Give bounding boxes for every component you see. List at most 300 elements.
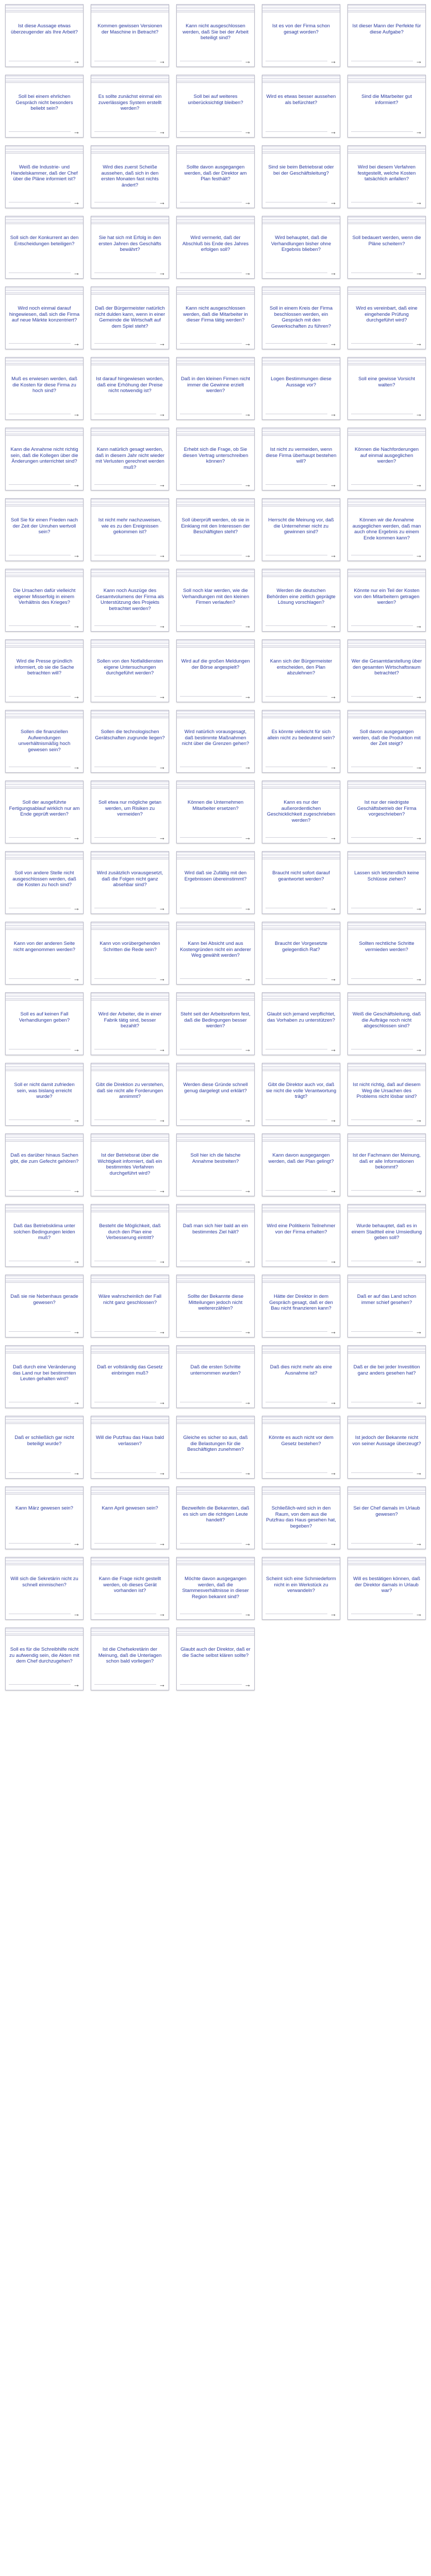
card-text: Ist es von der Firma schon gesagt worden?	[272, 23, 330, 35]
arrow-right-icon[interactable]: →	[73, 1257, 80, 1265]
arrow-right-icon[interactable]: →	[244, 551, 251, 559]
card-divider	[180, 1472, 242, 1473]
card[interactable]	[5, 428, 84, 490]
card[interactable]	[262, 75, 340, 138]
arrow-right-icon[interactable]: →	[416, 763, 422, 771]
arrow-right-icon[interactable]: →	[330, 551, 337, 559]
card-divider	[266, 1331, 327, 1332]
arrow-right-icon[interactable]: →	[244, 834, 251, 841]
arrow-right-icon[interactable]: →	[416, 198, 422, 206]
card[interactable]	[5, 1133, 84, 1196]
card[interactable]	[347, 639, 426, 702]
card-text: Wird dies zuerst Scheiße aussehen, daß sich in den ersten Monaten fast nichts ändert?	[101, 164, 159, 188]
arrow-right-icon[interactable]: →	[330, 1539, 337, 1547]
card[interactable]	[5, 1204, 84, 1267]
card[interactable]	[262, 992, 340, 1055]
card[interactable]	[91, 216, 169, 279]
arrow-right-icon[interactable]: →	[330, 269, 337, 277]
arrow-right-icon[interactable]: →	[330, 1398, 337, 1406]
card-text: Kann April gewesen sein?	[102, 1505, 158, 1511]
card[interactable]	[347, 145, 426, 208]
arrow-right-icon[interactable]: →	[159, 1116, 165, 1124]
arrow-right-icon[interactable]: →	[159, 1187, 165, 1194]
card[interactable]	[91, 639, 169, 702]
arrow-right-icon[interactable]: →	[73, 1398, 80, 1406]
arrow-right-icon[interactable]: →	[330, 128, 337, 135]
card[interactable]	[262, 357, 340, 420]
arrow-right-icon[interactable]: →	[159, 1681, 165, 1688]
card-divider	[180, 484, 242, 485]
card[interactable]	[5, 4, 84, 67]
card[interactable]	[347, 4, 426, 67]
card[interactable]	[262, 428, 340, 490]
arrow-right-icon[interactable]: →	[73, 975, 80, 982]
card-text: Glaubt sich jemand verpflichtet, das Vorhaben zu unterstützen?	[267, 1011, 336, 1023]
card-divider	[9, 625, 71, 626]
arrow-right-icon[interactable]: →	[330, 1328, 337, 1335]
card[interactable]	[91, 1204, 169, 1267]
card[interactable]	[5, 216, 84, 279]
card[interactable]	[5, 1063, 84, 1126]
card-divider	[180, 1543, 242, 1544]
arrow-right-icon[interactable]: →	[416, 340, 422, 347]
arrow-right-icon[interactable]: →	[159, 340, 165, 347]
arrow-right-icon[interactable]: →	[73, 763, 80, 771]
arrow-right-icon[interactable]: →	[416, 834, 422, 841]
card[interactable]	[5, 1416, 84, 1479]
card[interactable]	[5, 1486, 84, 1549]
arrow-right-icon[interactable]: →	[330, 1045, 337, 1053]
arrow-right-icon[interactable]: →	[159, 975, 165, 982]
card[interactable]	[5, 145, 84, 208]
arrow-right-icon[interactable]: →	[73, 622, 80, 630]
arrow-right-icon[interactable]: →	[73, 128, 80, 135]
card-text: Wird eine Politikerin Teilnehmer von der Firma erhalten?	[267, 1223, 336, 1235]
arrow-right-icon[interactable]: →	[159, 1045, 165, 1053]
card[interactable]	[262, 569, 340, 632]
card-text: Weiß die Geschäftsleitung, daß die Aufträge noch nicht abgeschlossen sind?	[352, 1011, 421, 1029]
card[interactable]	[262, 639, 340, 702]
card[interactable]	[91, 428, 169, 490]
arrow-right-icon[interactable]: →	[73, 1187, 80, 1194]
card[interactable]	[176, 1275, 255, 1337]
card-text: Daß er auf das Land schon immer schief gesehen?	[357, 1294, 417, 1306]
card[interactable]	[91, 569, 169, 632]
arrow-right-icon[interactable]: →	[416, 904, 422, 912]
card-divider	[9, 131, 71, 132]
card-divider	[351, 696, 413, 697]
arrow-right-icon[interactable]: →	[73, 1539, 80, 1547]
arrow-right-icon[interactable]: →	[73, 410, 80, 418]
arrow-right-icon[interactable]: →	[244, 410, 251, 418]
card[interactable]	[347, 1345, 426, 1408]
card-divider	[266, 696, 327, 697]
arrow-right-icon[interactable]: →	[244, 1257, 251, 1265]
arrow-right-icon[interactable]: →	[416, 551, 422, 559]
arrow-right-icon[interactable]: →	[330, 692, 337, 700]
card[interactable]	[5, 639, 84, 702]
arrow-right-icon[interactable]: →	[330, 410, 337, 418]
arrow-right-icon[interactable]: →	[73, 692, 80, 700]
arrow-right-icon[interactable]: →	[416, 57, 422, 65]
arrow-right-icon[interactable]: →	[244, 1045, 251, 1053]
card[interactable]	[91, 1133, 169, 1196]
card-divider	[9, 484, 71, 485]
card-divider	[266, 131, 327, 132]
arrow-right-icon[interactable]: →	[73, 904, 80, 912]
arrow-right-icon[interactable]: →	[73, 1328, 80, 1335]
card-divider	[351, 1190, 413, 1191]
card-divider	[9, 1190, 71, 1191]
card[interactable]	[262, 710, 340, 773]
card[interactable]	[91, 1275, 169, 1337]
arrow-right-icon[interactable]: →	[416, 1610, 422, 1618]
arrow-right-icon[interactable]: →	[330, 904, 337, 912]
arrow-right-icon[interactable]: →	[73, 1116, 80, 1124]
card-text: Wird behauptet, daß die Verhandlungen bisher ohne Ergebnis blieben?	[271, 235, 331, 252]
card[interactable]	[91, 1345, 169, 1408]
card-divider	[180, 696, 242, 697]
card[interactable]	[5, 569, 84, 632]
card[interactable]	[176, 851, 255, 914]
card-text: Daß durch eine Veränderung das Land nur bei bestimmten Leuten gehalten wird?	[12, 1364, 76, 1382]
arrow-right-icon[interactable]: →	[244, 975, 251, 982]
arrow-right-icon[interactable]: →	[159, 834, 165, 841]
arrow-right-icon[interactable]: →	[159, 410, 165, 418]
arrow-right-icon[interactable]: →	[416, 1539, 422, 1547]
card[interactable]	[5, 922, 84, 985]
card-divider	[266, 343, 327, 344]
card-text: Kann die Frage nicht gestellt werden, ob dieses Gerät vorhanden ist?	[98, 1576, 161, 1594]
card-text: Sollte der Bekannte diese Mitteilungen jedoch nicht weitererzählen?	[187, 1294, 244, 1311]
arrow-right-icon[interactable]: →	[159, 1469, 165, 1477]
arrow-right-icon[interactable]: →	[244, 57, 251, 65]
arrow-right-icon[interactable]: →	[416, 481, 422, 488]
card[interactable]	[347, 286, 426, 349]
card[interactable]	[347, 922, 426, 985]
arrow-right-icon[interactable]: →	[159, 551, 165, 559]
arrow-right-icon[interactable]: →	[244, 622, 251, 630]
card-divider	[180, 1331, 242, 1332]
arrow-right-icon[interactable]: →	[416, 1045, 422, 1053]
card[interactable]	[5, 1345, 84, 1408]
arrow-right-icon[interactable]: →	[73, 834, 80, 841]
card-text: Daß sie nie Nebenhaus gerade gewesen?	[10, 1294, 78, 1306]
card[interactable]	[91, 1557, 169, 1620]
card-divider	[9, 696, 71, 697]
card-text: Steht seit der Arbeitsreform fest, daß die Bedingungen besser werden?	[180, 1011, 251, 1029]
card[interactable]	[176, 1063, 255, 1126]
card-divider	[351, 837, 413, 838]
arrow-right-icon[interactable]: →	[330, 481, 337, 488]
card[interactable]	[262, 1133, 340, 1196]
arrow-right-icon[interactable]: →	[73, 1610, 80, 1618]
card[interactable]	[347, 357, 426, 420]
arrow-right-icon[interactable]: →	[330, 1610, 337, 1618]
card-divider	[180, 978, 242, 979]
arrow-right-icon[interactable]: →	[330, 198, 337, 206]
card[interactable]	[91, 498, 169, 561]
card[interactable]	[176, 357, 255, 420]
card[interactable]	[176, 639, 255, 702]
card[interactable]	[347, 1275, 426, 1337]
arrow-right-icon[interactable]: →	[244, 692, 251, 700]
card[interactable]	[91, 1416, 169, 1479]
card-divider	[266, 978, 327, 979]
card[interactable]	[91, 710, 169, 773]
arrow-right-icon[interactable]: →	[416, 269, 422, 277]
card[interactable]	[262, 1345, 340, 1408]
card[interactable]	[176, 1204, 255, 1267]
arrow-right-icon[interactable]: →	[416, 1187, 422, 1194]
card[interactable]	[262, 4, 340, 67]
arrow-right-icon[interactable]: →	[416, 692, 422, 700]
card[interactable]	[347, 569, 426, 632]
arrow-right-icon[interactable]: →	[244, 904, 251, 912]
card[interactable]	[5, 851, 84, 914]
card[interactable]	[262, 1063, 340, 1126]
card[interactable]	[262, 1486, 340, 1549]
card[interactable]	[176, 1345, 255, 1408]
card-divider	[9, 1684, 71, 1685]
arrow-right-icon[interactable]: →	[330, 763, 337, 771]
arrow-right-icon[interactable]: →	[244, 198, 251, 206]
arrow-right-icon[interactable]: →	[416, 1257, 422, 1265]
arrow-right-icon[interactable]: →	[416, 1469, 422, 1477]
arrow-right-icon[interactable]: →	[73, 57, 80, 65]
arrow-right-icon[interactable]: →	[73, 1681, 80, 1688]
arrow-right-icon[interactable]: →	[330, 975, 337, 982]
card[interactable]	[347, 428, 426, 490]
arrow-right-icon[interactable]: →	[159, 692, 165, 700]
card-divider	[266, 837, 327, 838]
card[interactable]	[91, 75, 169, 138]
card[interactable]	[5, 1557, 84, 1620]
arrow-right-icon[interactable]: →	[159, 1328, 165, 1335]
arrow-right-icon[interactable]: →	[73, 198, 80, 206]
card[interactable]	[91, 781, 169, 843]
card[interactable]	[262, 781, 340, 843]
card[interactable]	[347, 1133, 426, 1196]
arrow-right-icon[interactable]: →	[244, 1610, 251, 1618]
card[interactable]	[262, 286, 340, 349]
card[interactable]	[5, 1628, 84, 1690]
card[interactable]	[176, 216, 255, 279]
card[interactable]	[347, 992, 426, 1055]
arrow-right-icon[interactable]: →	[244, 1328, 251, 1335]
card-text: Gibt die Direktor auch vor, daß sie nicht die volle Verantwortung trägt?	[266, 1082, 337, 1099]
arrow-right-icon[interactable]: →	[330, 834, 337, 841]
card[interactable]	[91, 357, 169, 420]
card[interactable]	[91, 851, 169, 914]
card[interactable]	[91, 4, 169, 67]
card[interactable]	[91, 1063, 169, 1126]
arrow-right-icon[interactable]: →	[73, 269, 80, 277]
card[interactable]	[5, 286, 84, 349]
card[interactable]	[176, 498, 255, 561]
card-divider	[9, 978, 71, 979]
arrow-right-icon[interactable]: →	[416, 622, 422, 630]
arrow-right-icon[interactable]: →	[416, 1328, 422, 1335]
card[interactable]	[262, 1557, 340, 1620]
card[interactable]	[176, 4, 255, 67]
card-text: Soll von andere Stelle nicht ausgeschlossen werden, daß die Kosten zu hoch sind?	[12, 870, 76, 888]
card-text: Schließlich-wird sich in den Raum, von dem aus die Putzfrau das Haus gesehen hat, begeben?	[266, 1505, 336, 1529]
card[interactable]	[176, 286, 255, 349]
card-text: Daß das Betriebsklima unter solchen Bedingungen leiden muß?	[13, 1223, 75, 1241]
card[interactable]	[176, 992, 255, 1055]
arrow-right-icon[interactable]: →	[244, 763, 251, 771]
card[interactable]	[347, 1486, 426, 1549]
arrow-right-icon[interactable]: →	[244, 128, 251, 135]
card[interactable]	[176, 1628, 255, 1690]
arrow-right-icon[interactable]: →	[416, 1398, 422, 1406]
arrow-right-icon[interactable]: →	[416, 128, 422, 135]
card[interactable]	[347, 781, 426, 843]
card[interactable]	[176, 1557, 255, 1620]
card-text: Kann bei Absicht und aus Kostengründen nicht ein anderer Weg gewählt werden?	[180, 941, 251, 958]
card-text: Soll überprüft werden, ob sie in Einklang mit den Interessen der Beschäftigten steht?	[181, 517, 250, 535]
arrow-right-icon[interactable]: →	[73, 1469, 80, 1477]
card[interactable]	[347, 498, 426, 561]
card-text: Soll hier ich die falsche Annahme bestreiten?	[190, 1153, 241, 1164]
card[interactable]	[347, 75, 426, 138]
card-text: Ist der Betriebsrat über die Wichtigkeit informiert, daß ein bestimmtes Verfahren durchgeführt wird?	[97, 1153, 162, 1176]
card[interactable]	[347, 1416, 426, 1479]
card[interactable]	[176, 710, 255, 773]
card-divider	[180, 343, 242, 344]
card-text: Ist diese Aussage etwas überzeugender als Ihre Arbeit?	[11, 23, 78, 35]
arrow-right-icon[interactable]: →	[244, 1469, 251, 1477]
card[interactable]	[91, 286, 169, 349]
card-text: Gleiche es sicher so aus, daß die Belastungen für die Beschäftigten zunehmen?	[183, 1435, 248, 1452]
card[interactable]	[262, 922, 340, 985]
card[interactable]	[347, 710, 426, 773]
card[interactable]	[5, 357, 84, 420]
arrow-right-icon[interactable]: →	[159, 622, 165, 630]
arrow-right-icon[interactable]: →	[330, 622, 337, 630]
card-text: Sie hat sich mit Erfolg in den ersten Jahren des Geschäfts bewährt?	[98, 235, 161, 252]
arrow-right-icon[interactable]: →	[330, 1469, 337, 1477]
card[interactable]	[176, 428, 255, 490]
card[interactable]	[262, 851, 340, 914]
card-text: Kann davon ausgegangen werden, daß der Plan gelingt?	[268, 1153, 334, 1164]
arrow-right-icon[interactable]: →	[330, 1116, 337, 1124]
card[interactable]	[5, 992, 84, 1055]
arrow-right-icon[interactable]: →	[416, 410, 422, 418]
arrow-right-icon[interactable]: →	[73, 481, 80, 488]
arrow-right-icon[interactable]: →	[159, 269, 165, 277]
card[interactable]	[176, 1486, 255, 1549]
card-text: Lassen sich letztendlich keine Schlüsse ziehen?	[354, 870, 419, 882]
card-text: Will es bestätigen können, daß der Direktor damals in Urlaub war?	[353, 1576, 420, 1594]
card-text: Wurde behauptet, daß es in einem Stadtteil eine Umsiedlung geben soll?	[351, 1223, 422, 1241]
arrow-right-icon[interactable]: →	[244, 1398, 251, 1406]
card-divider	[180, 1684, 242, 1685]
arrow-right-icon[interactable]: →	[244, 1681, 251, 1688]
card-text: Wird zusätzlich vorausgesetzt, daß die Folgen nicht ganz absehbar sind?	[96, 870, 163, 888]
card[interactable]	[5, 75, 84, 138]
arrow-right-icon[interactable]: →	[244, 481, 251, 488]
arrow-right-icon[interactable]: →	[159, 481, 165, 488]
arrow-right-icon[interactable]: →	[330, 1257, 337, 1265]
card[interactable]	[5, 1275, 84, 1337]
card[interactable]	[347, 1204, 426, 1267]
arrow-right-icon[interactable]: →	[159, 904, 165, 912]
card-text: Erhebt sich die Frage, ob Sie diesen Vertrag unterschreiben können?	[183, 447, 248, 464]
card-divider	[94, 1472, 156, 1473]
card[interactable]	[91, 145, 169, 208]
card-text: Hätte der Direktor in dem Gespräch gesagt, daß er den Bau nicht finanzieren kann?	[269, 1294, 333, 1311]
card-text: Herrscht die Meinung vor, daß die Unternehmer nicht zu gewinnen sind?	[268, 517, 334, 535]
card[interactable]	[262, 1275, 340, 1337]
card[interactable]	[176, 781, 255, 843]
card[interactable]	[5, 781, 84, 843]
card[interactable]	[262, 498, 340, 561]
arrow-right-icon[interactable]: →	[73, 1045, 80, 1053]
card[interactable]	[176, 922, 255, 985]
card[interactable]	[262, 216, 340, 279]
card[interactable]	[176, 145, 255, 208]
arrow-right-icon[interactable]: →	[159, 198, 165, 206]
arrow-right-icon[interactable]: →	[330, 57, 337, 65]
card-divider	[94, 1190, 156, 1191]
arrow-right-icon[interactable]: →	[330, 340, 337, 347]
arrow-right-icon[interactable]: →	[73, 551, 80, 559]
card[interactable]	[262, 1204, 340, 1267]
arrow-right-icon[interactable]: →	[244, 269, 251, 277]
card[interactable]	[91, 1486, 169, 1549]
arrow-right-icon[interactable]: →	[330, 1187, 337, 1194]
card-text: Es könnte vielleicht für sich allein nicht zu bedeutend sein?	[267, 729, 335, 741]
card[interactable]	[347, 216, 426, 279]
arrow-right-icon[interactable]: →	[244, 1539, 251, 1547]
arrow-right-icon[interactable]: →	[159, 1398, 165, 1406]
arrow-right-icon[interactable]: →	[73, 340, 80, 347]
arrow-right-icon[interactable]: →	[159, 57, 165, 65]
arrow-right-icon[interactable]: →	[159, 1610, 165, 1618]
arrow-right-icon[interactable]: →	[159, 1539, 165, 1547]
arrow-right-icon[interactable]: →	[159, 763, 165, 771]
card-text: Kann März gewesen sein?	[15, 1505, 73, 1511]
card[interactable]	[5, 710, 84, 773]
card-divider	[351, 343, 413, 344]
card[interactable]	[176, 75, 255, 138]
arrow-right-icon[interactable]: →	[159, 1257, 165, 1265]
card[interactable]	[347, 1557, 426, 1620]
card[interactable]	[262, 1416, 340, 1479]
card-grid	[5, 4, 426, 1690]
arrow-right-icon[interactable]: →	[244, 1187, 251, 1194]
arrow-right-icon[interactable]: →	[244, 1116, 251, 1124]
arrow-right-icon[interactable]: →	[416, 1116, 422, 1124]
card[interactable]	[347, 1063, 426, 1126]
card-text: Sollten rechtliche Schritte vermieden werden?	[359, 941, 415, 953]
arrow-right-icon[interactable]: →	[159, 128, 165, 135]
card[interactable]	[91, 1628, 169, 1690]
card[interactable]	[176, 569, 255, 632]
card[interactable]	[347, 851, 426, 914]
arrow-right-icon[interactable]: →	[416, 975, 422, 982]
card[interactable]	[176, 1416, 255, 1479]
card[interactable]	[91, 922, 169, 985]
card[interactable]	[176, 1133, 255, 1196]
card-divider	[266, 1472, 327, 1473]
arrow-right-icon[interactable]: →	[244, 340, 251, 347]
card[interactable]	[262, 145, 340, 208]
card[interactable]	[91, 992, 169, 1055]
card[interactable]	[5, 498, 84, 561]
